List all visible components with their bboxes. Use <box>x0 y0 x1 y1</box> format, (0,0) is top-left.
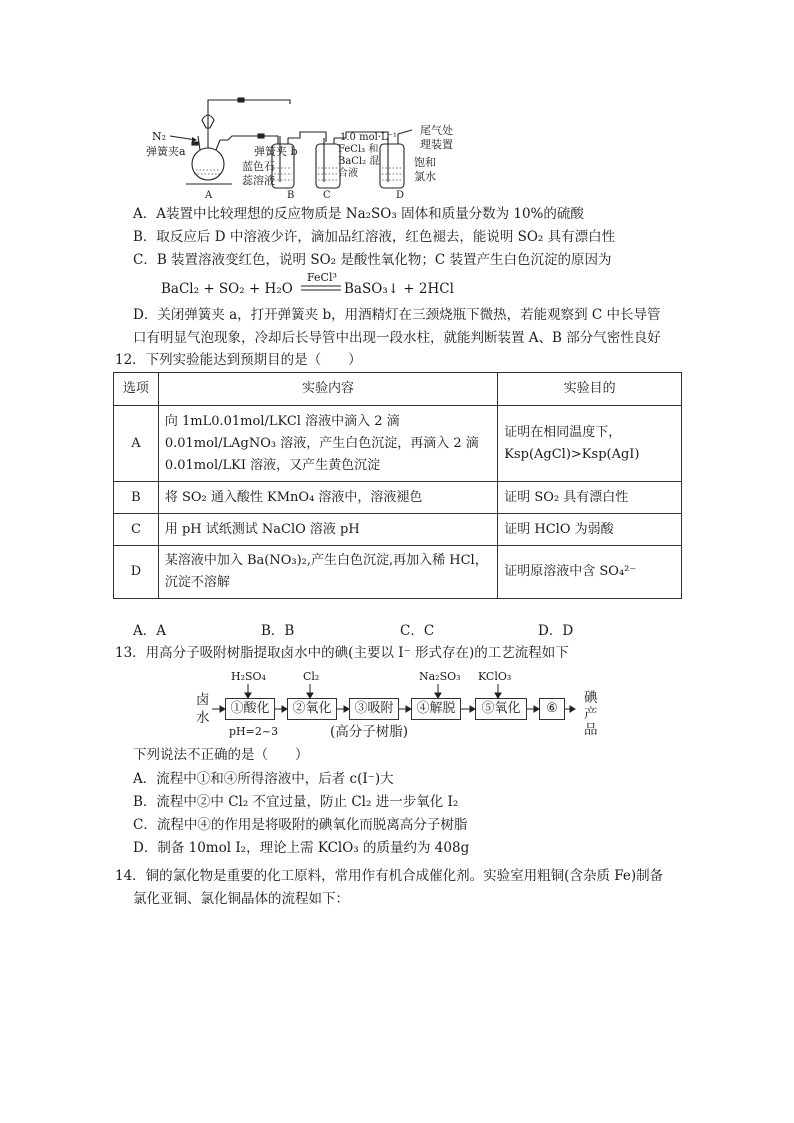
fecl3-label-2: FeCl₃ 和 <box>338 144 379 155</box>
clamp-a-label: 弹簧夹a <box>146 145 186 158</box>
flow-step-adsorb: ③吸附 <box>349 698 399 720</box>
q12-table <box>113 372 682 599</box>
chlorine-water-label-2: 氯水 <box>414 170 436 183</box>
clamp-a-mark <box>192 142 198 145</box>
row-a-content: 向 1mL0.01mol/LKCl 溶液中滴入 2 滴 0.01mol/LAgNO₃ 溶液，产生白色沉淀，再滴入 2 滴 0.01mol/LKI 溶液，又产生黄色沉淀 <box>158 406 497 482</box>
q13-option-d: D．制备 10mol I₂，理论上需 KClO₃ 的质量约为 408g <box>133 840 470 856</box>
bottle-d <box>380 144 404 188</box>
q12-choice-b: B．B <box>261 623 295 639</box>
q12-stem: 12．下列实验能达到预期目的是（ ） <box>115 352 362 368</box>
flow-output-3: 品 <box>584 722 598 738</box>
q11-option-d-line2: 口有明显气泡现象，冷却后长导管中出现一段水柱，就能判断装置 A、B 部分气密性良好 <box>133 330 661 346</box>
n2-label: N₂ <box>152 130 167 143</box>
bottle-c <box>316 144 340 188</box>
table-row <box>114 482 682 514</box>
q11-option-b: B．取反应后 D 中溶液少许，滴加品红溶液，红色褪去，能说明 SO₂ 具有漂白性 <box>133 229 616 245</box>
reagent-na2so3: Na₂SO₃ <box>419 670 461 683</box>
row-c-content: 用 pH 试纸测试 NaClO 溶液 pH <box>158 514 497 546</box>
litmus-label-1: 蓝色石 <box>242 160 275 173</box>
q11-option-c: C．B 装置溶液变红色，说明 SO₂ 是酸性氧化物；C 装置产生白色沉淀的原因为 <box>133 252 612 268</box>
q13-stem: 13．用高分子吸附树脂提取卤水中的碘(主要以 I⁻ 形式存在)的工艺流程如下 <box>115 645 569 661</box>
flow-resin-note: (高分子树脂) <box>330 724 409 740</box>
q12-choice-d: D．D <box>538 623 574 639</box>
flow-step-6: ⑥ <box>539 698 565 720</box>
row-a-goal: 证明在相同温度下，Ksp(AgCl)>Ksp(AgI) <box>498 406 682 482</box>
row-d-content: 某溶液中加入 Ba(NO₃)₂,产生白色沉淀,再加入稀 HCl，沉淀不溶解 <box>158 546 497 599</box>
row-b-option: B <box>114 482 159 514</box>
header-goal: 实验目的 <box>498 373 682 406</box>
table-row <box>114 406 682 482</box>
header-option: 选项 <box>114 373 159 406</box>
equation-catalyst: FeCl³ <box>307 271 337 284</box>
reagent-cl2: Cl₂ <box>303 670 320 683</box>
fecl3-label-4: 合液 <box>338 168 358 179</box>
three-neck-flask <box>192 148 224 180</box>
q12-choice-a: A．A <box>133 623 166 639</box>
flow-step-acidify: ①酸化 <box>225 698 275 720</box>
row-b-content: 将 SO₂ 通入酸性 KMnO₄ 溶液中，溶液褪色 <box>158 482 497 514</box>
flow-output-1: 碘 <box>584 690 598 706</box>
row-d-goal: 证明原溶液中含 SO₄²⁻ <box>498 546 682 599</box>
q14-line-1: 14．铜的氯化物是重要的化工原料，常用作有机合成催化剂。实验室用粗铜(含杂质 Fe)制备 <box>115 868 664 884</box>
fecl3-label-3: BaCl₂ 混 <box>338 156 380 167</box>
chlorine-water-label-1: 饱和 <box>414 156 436 169</box>
label-a: A <box>205 190 213 201</box>
flow-step-oxidize-2: ⑤氧化 <box>475 698 527 720</box>
flow-step-desorb: ④解脱 <box>411 698 461 720</box>
clamp-b-mark <box>258 134 264 138</box>
q13-option-b: B．流程中②中 Cl₂ 不宜过量，防止 Cl₂ 进一步氧化 I₂ <box>133 794 459 810</box>
row-c-option: C <box>114 514 159 546</box>
equation-right: BaSO₃↓ + 2HCl <box>344 281 454 297</box>
q12-choice-c: C．C <box>400 623 435 639</box>
litmus-label-2: 蕊溶液 <box>242 174 275 187</box>
label-d: D <box>396 190 405 201</box>
table-row <box>114 546 682 599</box>
header-content: 实验内容 <box>158 373 497 406</box>
table-header-row <box>114 373 682 406</box>
flow-output-2: 产 <box>584 706 598 722</box>
row-c-goal: 证明 HClO 为弱酸 <box>498 514 682 546</box>
label-c: C <box>323 190 331 201</box>
fecl3-label-1: 1.0 mol·L⁻¹ <box>340 132 397 143</box>
q11-option-d-line1: D．关闭弹簧夹 a，打开弹簧夹 b，用酒精灯在三颈烧瓶下微热，若能观察到 C 中长导管 <box>133 307 661 323</box>
table-row <box>114 514 682 546</box>
row-d-option: D <box>114 546 159 599</box>
q13-option-c: C．流程中④的作用是将吸附的碘氧化而脱离高分子树脂 <box>133 817 468 833</box>
reagent-h2so4: H₂SO₄ <box>231 670 266 683</box>
label-b: B <box>287 190 295 201</box>
flow-ph-note: pH=2~3 <box>229 725 279 738</box>
q14-line-2: 氯化亚铜、氯化铜晶体的流程如下： <box>133 891 349 907</box>
q13-option-a: A．流程中①和④所得溶液中，后者 c(I⁻)大 <box>133 771 394 787</box>
q11-option-a: A．A装置中比较理想的反应物质是 Na₂SO₃ 固体和质量分数为 10%的硫酸 <box>133 206 584 222</box>
apparatus-diagram <box>140 92 460 202</box>
row-b-goal: 证明 SO₂ 具有漂白性 <box>498 482 682 514</box>
clamp-b-label: 弹簧夹 b <box>254 145 298 158</box>
flow-step-oxidize: ②氧化 <box>287 698 337 720</box>
row-a-option: A <box>114 406 159 482</box>
q13-question: 下列说法不正确的是（ ） <box>133 747 309 763</box>
equation-left: BaCl₂ + SO₂ + H₂O <box>161 281 293 297</box>
flow-input-2: 水 <box>196 710 210 726</box>
reagent-kclo3: KClO₃ <box>478 670 512 683</box>
tail-gas-label-2: 理装置 <box>420 138 453 151</box>
equation-equals-sign <box>300 284 342 292</box>
tail-gas-label-1: 尾气处 <box>420 124 453 137</box>
flow-input-1: 卤 <box>196 692 210 708</box>
